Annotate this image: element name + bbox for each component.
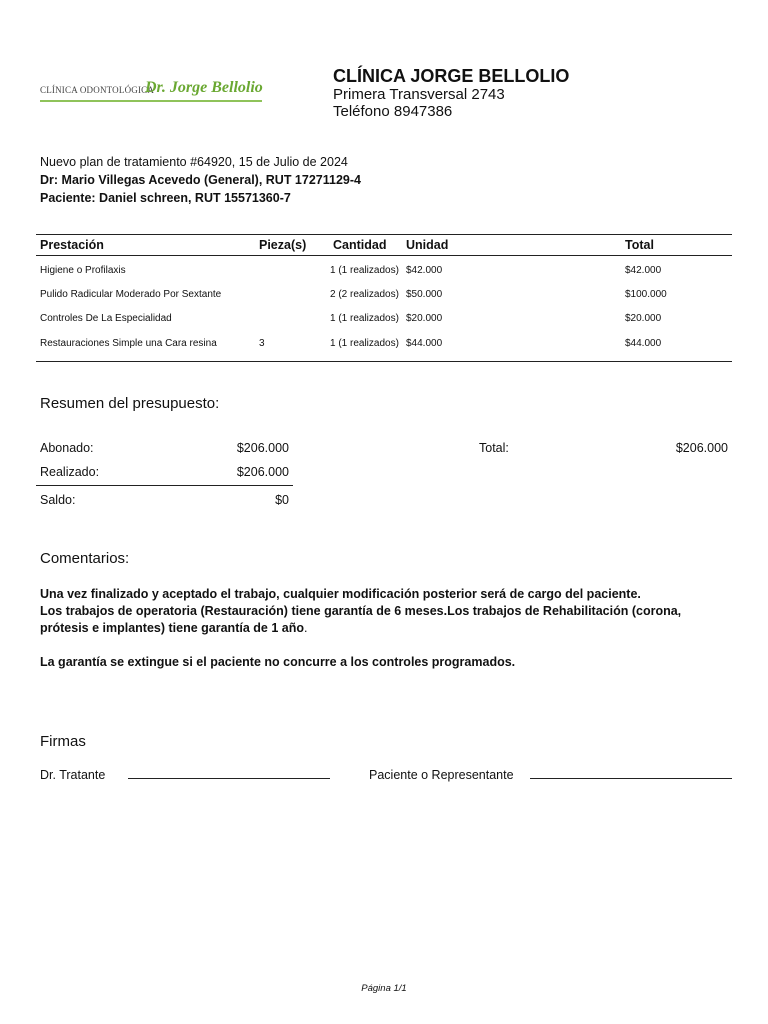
patient-info: Paciente: Daniel schreen, RUT 15571360-7 (40, 191, 291, 205)
comment-line-2 (40, 603, 730, 637)
cell-total: $42.000 (625, 265, 662, 276)
logo-underline (40, 100, 262, 102)
treatment-plan-title: Nuevo plan de tratamiento #64920, 15 de Julio de 2024 (40, 155, 348, 169)
col-header-prestacion: Prestación (40, 238, 104, 252)
realizado-label: Realizado: (40, 465, 100, 479)
comments-title: Comentarios: (40, 550, 130, 567)
total-value: $206.000 (675, 441, 728, 455)
clinic-phone: Teléfono 8947386 (333, 103, 453, 120)
col-header-cantidad: Cantidad (333, 238, 387, 252)
comment-line-2-period: . (303, 621, 308, 635)
doctor-signature-line (128, 778, 330, 779)
clinic-address: Primera Transversal 2743 (333, 86, 505, 103)
summary-title: Resumen del presupuesto: (40, 395, 220, 412)
table-header-rule (36, 255, 732, 256)
comment-line-2-text: Los trabajos de operatoria (Restauración) tiene garantía de 6 meses.Los trabajos de Rehabilitación (corona, prótesis e implantes) tiene garantía de 1 año (40, 604, 682, 635)
abonado-value: $206.000 (236, 441, 289, 455)
abonado-label: Abonado: (40, 441, 94, 455)
cell-cantidad: 1 (1 realizados) (330, 338, 399, 349)
cell-unidad: $20.000 (406, 313, 443, 324)
cell-unidad: $44.000 (406, 338, 443, 349)
cell-unidad: $50.000 (406, 289, 443, 300)
comments-body (40, 586, 730, 671)
logo-doctor-name: Dr. Jorge Bellolio (145, 79, 263, 96)
cell-piezas: 3 (259, 338, 265, 349)
clinic-name: CLÍNICA JORGE BELLOLIO (333, 66, 570, 86)
cell-total: $20.000 (625, 313, 662, 324)
doctor-info: Dr: Mario Villegas Acevedo (General), RUT 17271129-4 (40, 173, 361, 187)
cell-prestacion: Higiene o Profilaxis (40, 265, 126, 276)
summary-rule (36, 485, 293, 486)
saldo-label: Saldo: (40, 493, 76, 507)
logo-subtitle: CLÍNICA ODONTOLÓGICA (40, 85, 155, 95)
saldo-value: $0 (275, 493, 289, 507)
table-top-rule (36, 234, 732, 235)
cell-cantidad: 1 (1 realizados) (330, 265, 399, 276)
table-bottom-rule (36, 361, 732, 362)
cell-prestacion: Pulido Radicular Moderado Por Sextante (40, 289, 222, 300)
patient-signature-label: Paciente o Representante (369, 768, 514, 782)
cell-unidad: $42.000 (406, 265, 443, 276)
cell-cantidad: 1 (1 realizados) (330, 313, 399, 324)
col-header-piezas: Pieza(s) (259, 238, 307, 252)
signatures-title: Firmas (40, 733, 86, 750)
comment-line-1: Una vez finalizado y aceptado el trabajo, cualquier modificación posterior será de cargo del paciente. (40, 587, 641, 601)
cell-prestacion: Controles De La Especialidad (40, 313, 172, 324)
patient-signature-line (530, 778, 732, 779)
realizado-value: $206.000 (236, 465, 289, 479)
cell-prestacion: Restauraciones Simple una Cara resina (40, 338, 217, 349)
comment-spacer (40, 637, 730, 654)
cell-total: $100.000 (625, 289, 667, 300)
total-label: Total: (479, 441, 509, 455)
comment-line-3: La garantía se extingue si el paciente no concurre a los controles programados. (40, 655, 516, 669)
col-header-total: Total (625, 238, 654, 252)
page-number: Página 1/1 (361, 983, 407, 994)
doctor-signature-label: Dr. Tratante (40, 768, 106, 782)
cell-cantidad: 2 (2 realizados) (330, 289, 399, 300)
cell-total: $44.000 (625, 338, 662, 349)
col-header-unidad: Unidad (406, 238, 449, 252)
